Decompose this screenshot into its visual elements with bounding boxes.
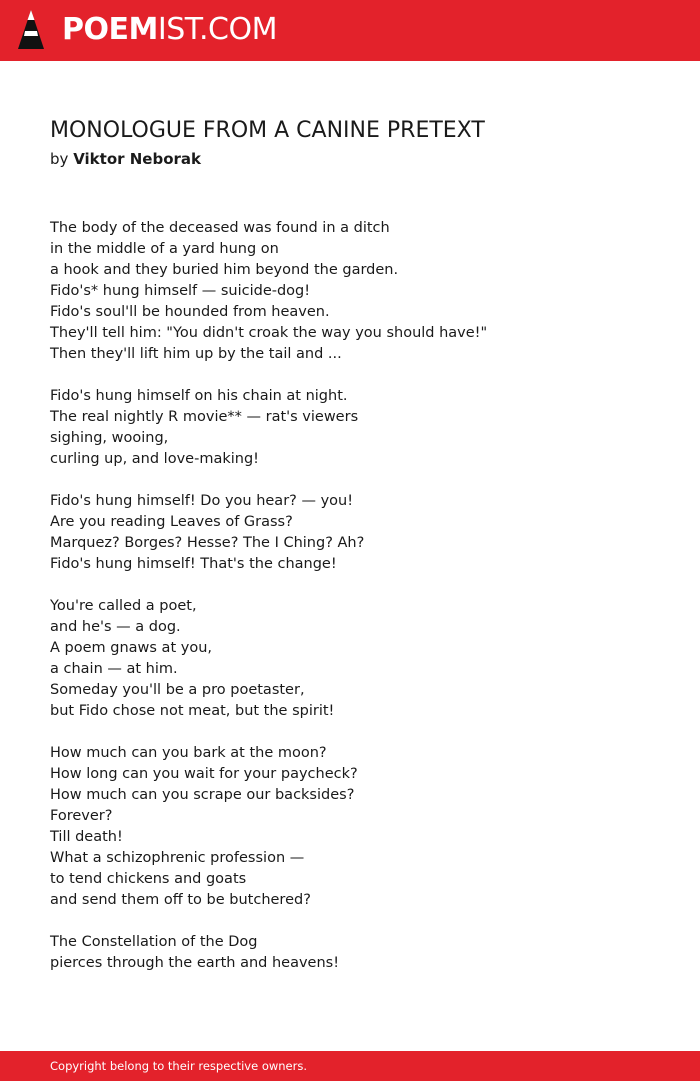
poem-line: You're called a poet,	[50, 598, 197, 614]
poem-line: Till death!	[50, 829, 123, 845]
poem-line: curling up, and love-making!	[50, 451, 259, 467]
poem-title: MONOLOGUE FROM A CANINE PRETEXT	[50, 118, 485, 143]
poem-line: They'll tell him: "You didn't croak the way you should have!"	[50, 325, 488, 341]
stanza	[50, 218, 670, 365]
site-logo[interactable]	[62, 11, 277, 49]
by-label: by	[50, 150, 69, 168]
poem-line: in the middle of a yard hung on	[50, 241, 279, 257]
poem-line: sighing, wooing,	[50, 430, 169, 446]
poem-line: How much can you scrape our backsides?	[50, 787, 355, 803]
byline	[50, 148, 201, 170]
poem-line: A poem gnaws at you,	[50, 640, 212, 656]
poem-line: The Constellation of the Dog	[50, 934, 258, 950]
poem-line: What a schizophrenic profession —	[50, 850, 305, 866]
poem-line: a chain — at him.	[50, 661, 178, 677]
poem-line: Forever?	[50, 808, 113, 824]
poem-line: The body of the deceased was found in a ditch	[50, 220, 390, 236]
stanza	[50, 386, 670, 470]
poem-line: Fido's hung himself on his chain at night.	[50, 388, 348, 404]
poem-line: and he's — a dog.	[50, 619, 181, 635]
author-name: Viktor Neborak	[73, 150, 202, 168]
site-header	[0, 0, 700, 61]
poem-line: Fido's hung himself! Do you hear? — you!	[50, 493, 354, 509]
poem-line: Fido's soul'll be hounded from heaven.	[50, 304, 330, 320]
pencil-tip-icon[interactable]	[17, 9, 45, 51]
poem-line: Someday you'll be a pro poetaster,	[50, 682, 305, 698]
stanza	[50, 743, 670, 911]
poem-body	[50, 218, 670, 995]
stanza	[50, 932, 670, 974]
poem-line: How much can you bark at the moon?	[50, 745, 327, 761]
logo-bold-text: POEM	[62, 12, 158, 47]
poem-line: to tend chickens and goats	[50, 871, 247, 887]
poem-line: Fido's hung himself! That's the change!	[50, 556, 337, 572]
stanza	[50, 596, 670, 722]
poem-line: Marquez? Borges? Hesse? The I Ching? Ah?	[50, 535, 365, 551]
poem-line: How long can you wait for your paycheck?	[50, 766, 358, 782]
poem-line: but Fido chose not meat, but the spirit!	[50, 703, 335, 719]
poem-line: Are you reading Leaves of Grass?	[50, 514, 293, 530]
poem-line: Fido's* hung himself — suicide-dog!	[50, 283, 311, 299]
poem-line: The real nightly R movie** — rat's viewers	[50, 409, 359, 425]
copyright-notice: Copyright belong to their respective owners.	[50, 1059, 308, 1073]
site-footer	[0, 1051, 700, 1081]
poem-line: and send them off to be butchered?	[50, 892, 311, 908]
poem-line: pierces through the earth and heavens!	[50, 955, 340, 971]
stanza	[50, 491, 670, 575]
logo-light-text: IST.COM	[157, 12, 277, 47]
poem-line: a hook and they buried him beyond the garden.	[50, 262, 399, 278]
poem-line: Then they'll lift him up by the tail and ...	[50, 346, 342, 362]
